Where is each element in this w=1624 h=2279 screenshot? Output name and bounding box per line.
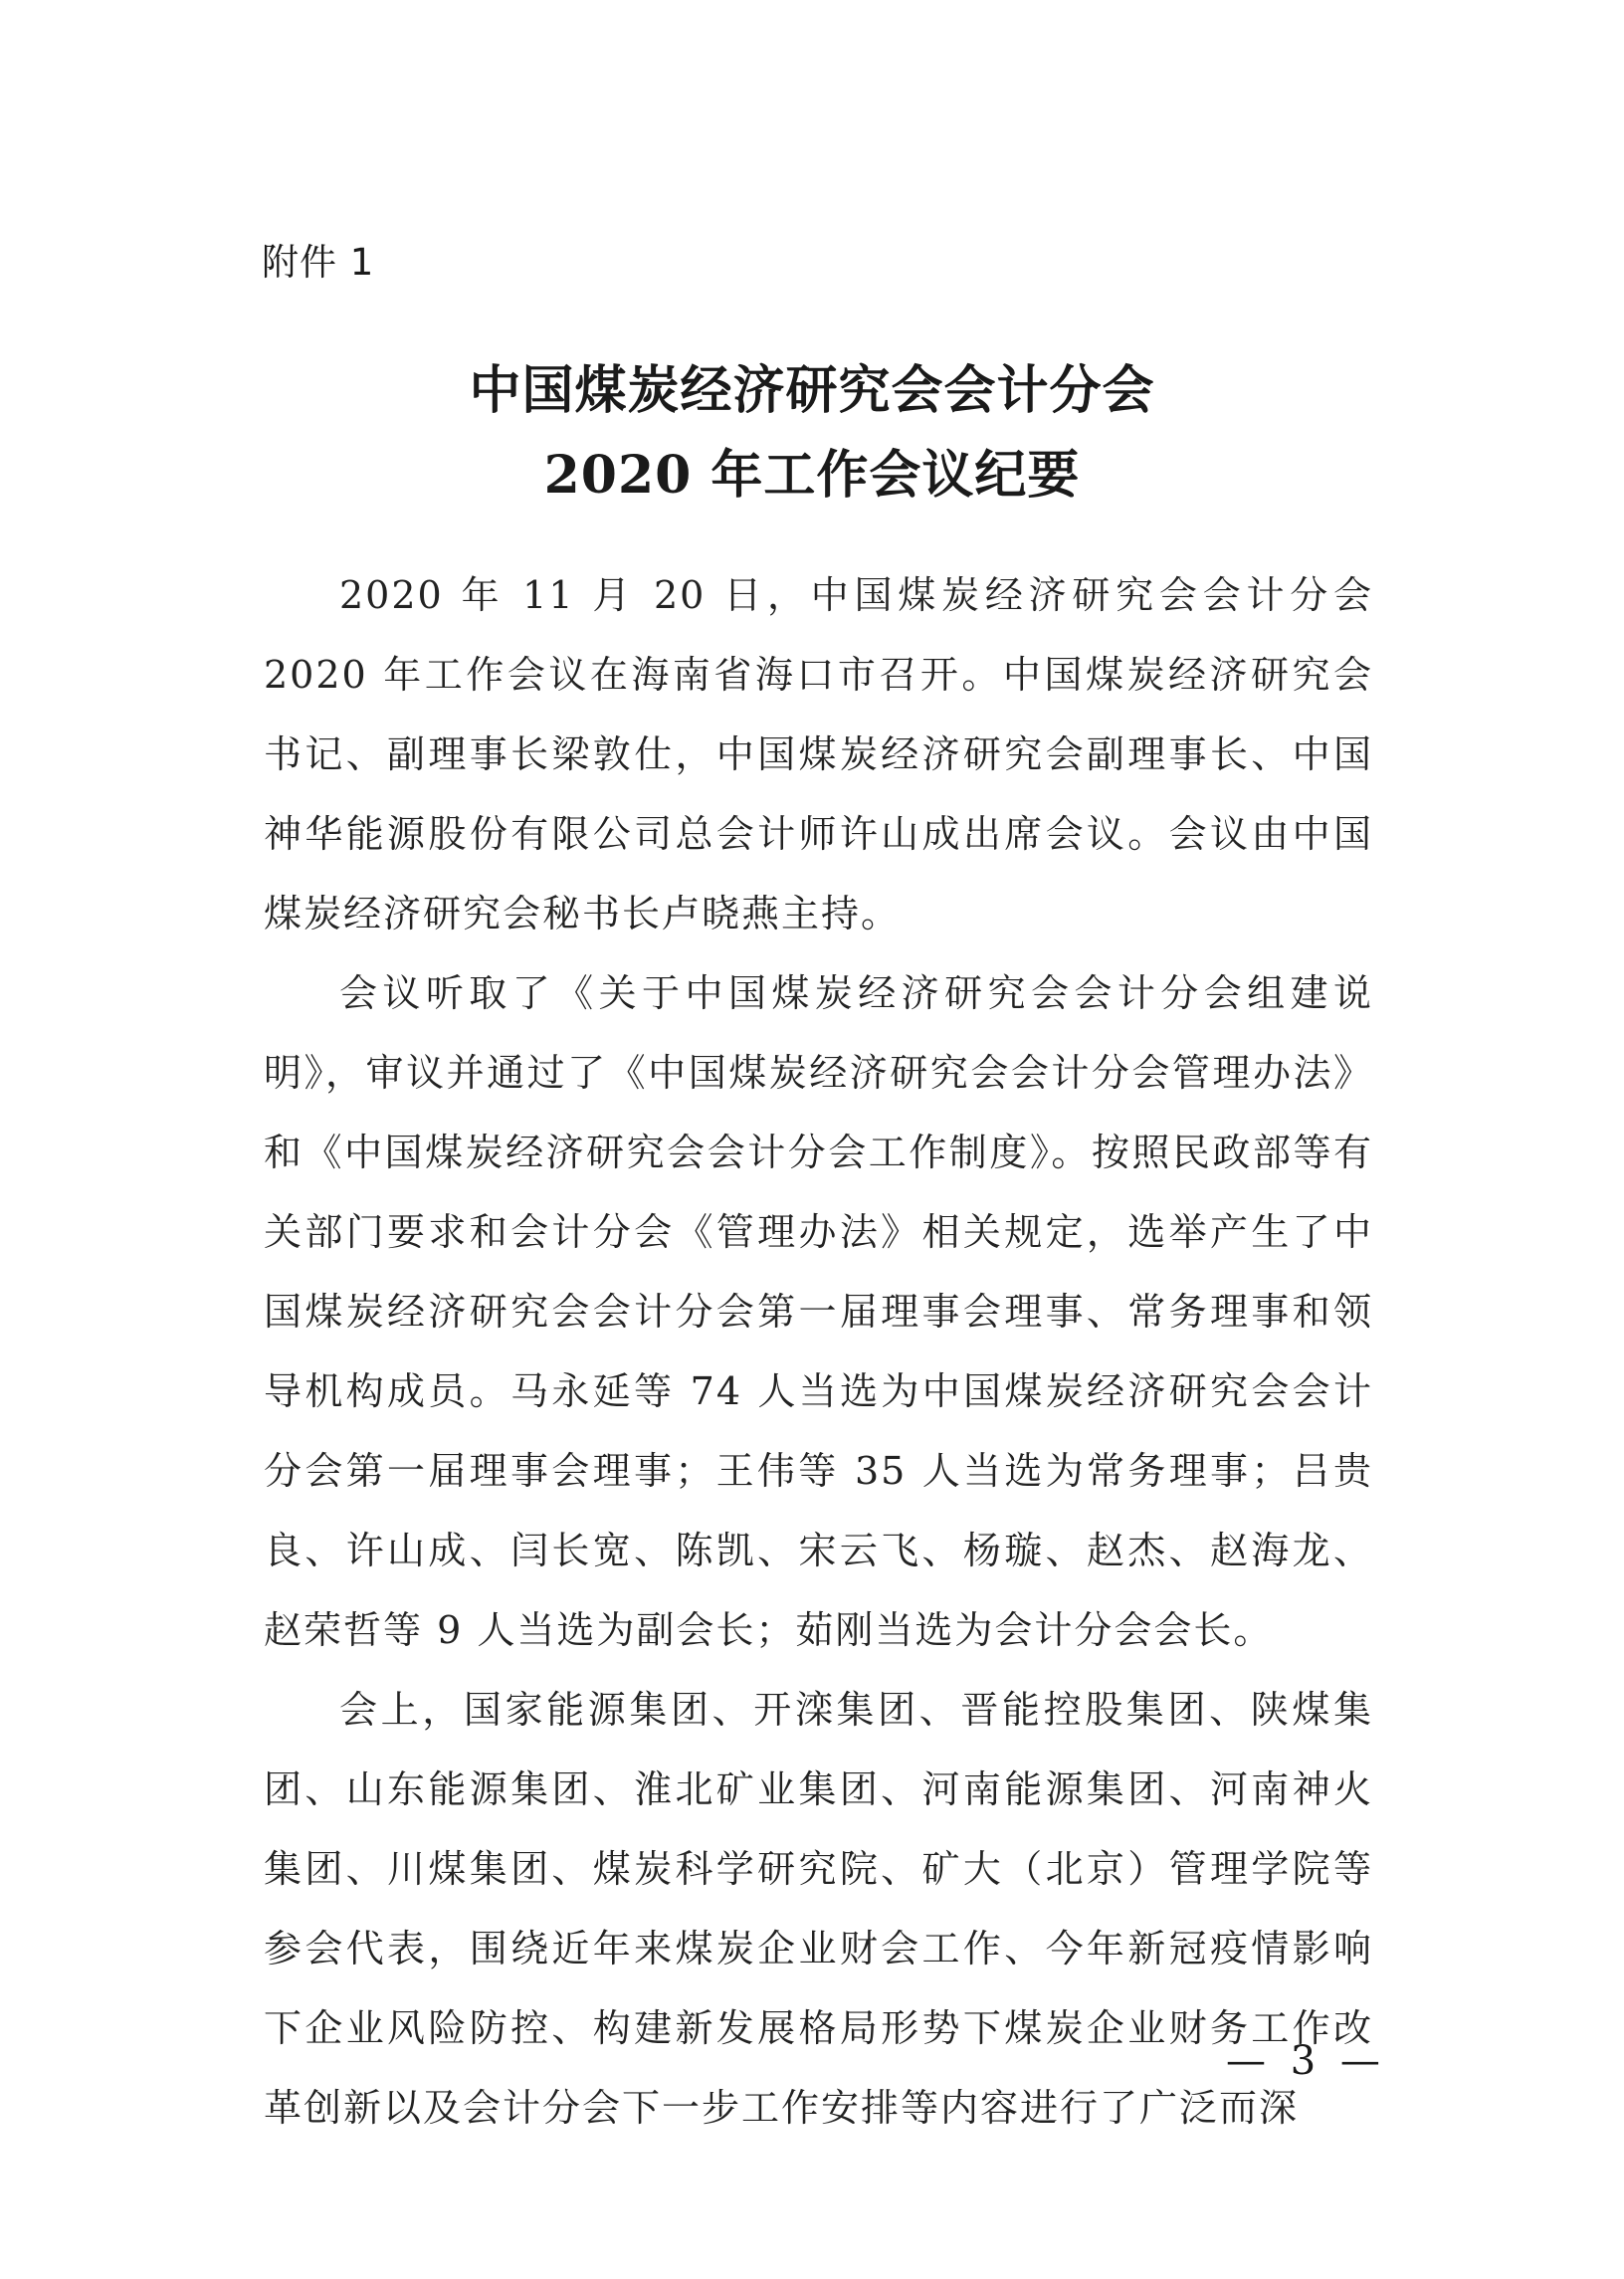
document-title-line-2: 2020 年工作会议纪要 [543,445,1081,506]
page-number: — 3 — [1226,2038,1386,2084]
paragraph: 会议听取了《关于中国煤炭经济研究会会计分会组建说明》，审议并通过了《中国煤炭经济研究会会计分会管理办法》和《中国煤炭经济研究会会计分会工作制度》。按照民政部等有关部门要求和会计分会《管理办法》相关规定，选举产生了中国煤炭经济研究会会计分会第一届理事会理事、常务理事和领导机构成员。马永延等 74 人当选为中国煤炭经济研究会会计分会第一届理事会理事；王伟等 35 人当选为常务理事；吕贵良、许山成、闫长宽、陈凯、宋云飞、杨璇、赵杰、赵海龙、赵荣哲等 9 人当选为副会长；茹刚当选为会计分会会长。 [264,971,1373,1652]
paragraph: 会上，国家能源集团、开滦集团、晋能控股集团、陕煤集团、山东能源集团、淮北矿业集团、河南能源集团、河南神火集团、川煤集团、煤炭科学研究院、矿大（北京）管理学院等参会代表，围绕近年来煤炭企业财会工作、今年新冠疫情影响下企业风险防控、构建新发展格局形势下煤炭企业财务工作改革创新以及会计分会下一步工作安排等内容进行了广泛而深 [264,1688,1373,2130]
document-title-line-1: 中国煤炭经济研究会会计分会 [469,360,1155,421]
document-body [264,555,1373,2148]
attachment-label: 附件 1 [262,241,375,284]
paragraph: 2020 年 11 月 20 日，中国煤炭经济研究会会计分会 2020 年工作会议在海南省海口市召开。中国煤炭经济研究会书记、副理事长梁敦仕，中国煤炭经济研究会副理事长、中国神华能源股份有限公司总会计师许山成出席会议。会议由中国煤炭经济研究会秘书长卢晓燕主持。 [264,573,1373,935]
